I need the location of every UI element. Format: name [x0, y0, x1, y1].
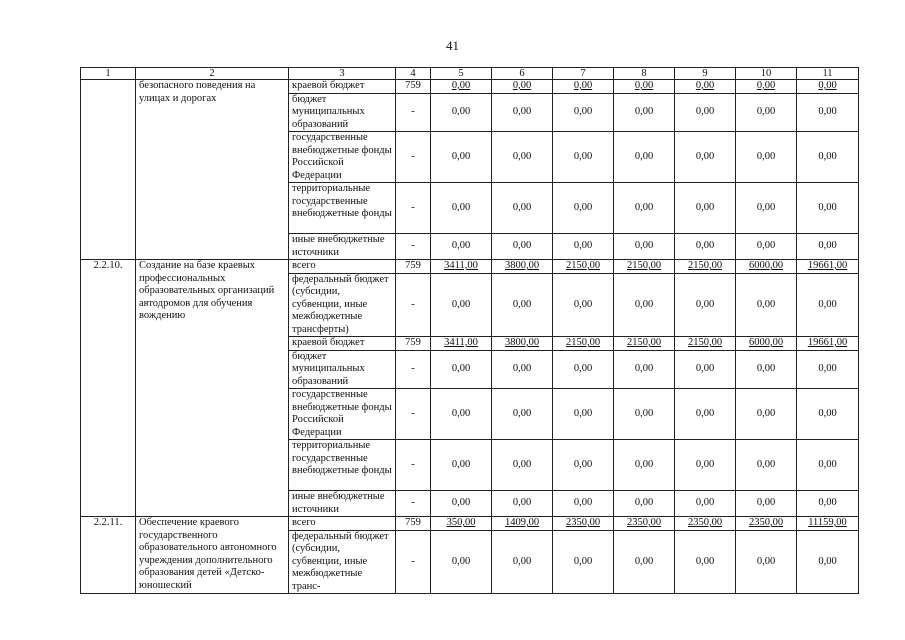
- amount-cell: 0,00: [553, 183, 614, 234]
- amount-cell: 0,00: [736, 440, 797, 491]
- amount-cell: 2350,00: [675, 517, 736, 531]
- amount-cell: 2350,00: [553, 517, 614, 531]
- funding-source: федеральный бюджет (субсидии, субвенции, иные межбюджетные транс-: [289, 530, 396, 594]
- amount-cell: 2150,00: [553, 260, 614, 274]
- amount-cell: 0,00: [614, 389, 675, 440]
- amount-cell: 6000,00: [736, 260, 797, 274]
- amount-cell: 0,00: [797, 440, 859, 491]
- header-cell: 7: [553, 68, 614, 80]
- amount-cell: 0,00: [797, 530, 859, 594]
- admin-code: 759: [396, 80, 431, 94]
- amount-cell: 0,00: [492, 491, 553, 517]
- amount-cell: 3411,00: [431, 260, 492, 274]
- amount-cell: 0,00: [492, 80, 553, 94]
- amount-cell: 3411,00: [431, 337, 492, 351]
- amount-cell: 0,00: [797, 350, 859, 389]
- item-name: безопасного поведения на улицах и дорогах: [136, 80, 289, 260]
- amount-cell: 0,00: [614, 183, 675, 234]
- funding-source: государственные внебюджетные фонды Российской Федерации: [289, 389, 396, 440]
- amount-cell: 2150,00: [614, 260, 675, 274]
- amount-cell: 0,00: [736, 389, 797, 440]
- amount-cell: 0,00: [492, 183, 553, 234]
- amount-cell: 0,00: [736, 350, 797, 389]
- funding-source: территориальные государственные внебюджетные фонды: [289, 440, 396, 491]
- amount-cell: 0,00: [614, 440, 675, 491]
- header-cell: 5: [431, 68, 492, 80]
- amount-cell: 11159,00: [797, 517, 859, 531]
- admin-code: 759: [396, 337, 431, 351]
- amount-cell: 0,00: [614, 350, 675, 389]
- amount-cell: 0,00: [797, 183, 859, 234]
- amount-cell: 0,00: [675, 350, 736, 389]
- table-row: [81, 80, 859, 94]
- amount-cell: 0,00: [492, 234, 553, 260]
- admin-code: -: [396, 183, 431, 234]
- header-cell: 2: [136, 68, 289, 80]
- amount-cell: 0,00: [431, 93, 492, 132]
- amount-cell: 0,00: [736, 93, 797, 132]
- amount-cell: 0,00: [431, 183, 492, 234]
- amount-cell: 0,00: [492, 132, 553, 183]
- admin-code: 759: [396, 260, 431, 274]
- amount-cell: 0,00: [553, 530, 614, 594]
- amount-cell: 0,00: [736, 234, 797, 260]
- budget-table: [80, 67, 859, 594]
- amount-cell: 2150,00: [675, 337, 736, 351]
- amount-cell: 0,00: [492, 440, 553, 491]
- amount-cell: 0,00: [553, 350, 614, 389]
- amount-cell: 2150,00: [675, 260, 736, 274]
- amount-cell: 0,00: [614, 234, 675, 260]
- amount-cell: 350,00: [431, 517, 492, 531]
- header-cell: 3: [289, 68, 396, 80]
- amount-cell: 0,00: [553, 80, 614, 94]
- amount-cell: 0,00: [492, 389, 553, 440]
- amount-cell: 0,00: [736, 530, 797, 594]
- amount-cell: 0,00: [431, 132, 492, 183]
- amount-cell: 0,00: [675, 132, 736, 183]
- funding-source: территориальные государственные внебюджетные фонды: [289, 183, 396, 234]
- header-row: [81, 68, 859, 80]
- amount-cell: 3800,00: [492, 260, 553, 274]
- admin-code: -: [396, 273, 431, 337]
- amount-cell: 0,00: [797, 273, 859, 337]
- funding-source: краевой бюджет: [289, 80, 396, 94]
- admin-code: -: [396, 93, 431, 132]
- admin-code: -: [396, 491, 431, 517]
- amount-cell: 0,00: [675, 389, 736, 440]
- amount-cell: 0,00: [675, 491, 736, 517]
- amount-cell: 0,00: [492, 93, 553, 132]
- funding-source: иные внебюджетные источники: [289, 491, 396, 517]
- amount-cell: 0,00: [614, 93, 675, 132]
- amount-cell: 0,00: [675, 183, 736, 234]
- amount-cell: 0,00: [492, 530, 553, 594]
- amount-cell: 0,00: [492, 273, 553, 337]
- amount-cell: 0,00: [431, 350, 492, 389]
- amount-cell: 2350,00: [736, 517, 797, 531]
- amount-cell: 6000,00: [736, 337, 797, 351]
- amount-cell: 19661,00: [797, 260, 859, 274]
- admin-code: -: [396, 440, 431, 491]
- amount-cell: 2350,00: [614, 517, 675, 531]
- amount-cell: 0,00: [553, 93, 614, 132]
- amount-cell: 0,00: [614, 273, 675, 337]
- amount-cell: 0,00: [675, 440, 736, 491]
- amount-cell: 0,00: [675, 530, 736, 594]
- amount-cell: 0,00: [431, 389, 492, 440]
- amount-cell: 0,00: [553, 440, 614, 491]
- amount-cell: 0,00: [614, 132, 675, 183]
- amount-cell: 2150,00: [553, 337, 614, 351]
- amount-cell: 0,00: [431, 234, 492, 260]
- funding-source: бюджет муниципальных образований: [289, 93, 396, 132]
- funding-source: государственные внебюджетные фонды Российской Федерации: [289, 132, 396, 183]
- amount-cell: 0,00: [553, 491, 614, 517]
- amount-cell: 3800,00: [492, 337, 553, 351]
- funding-source: всего: [289, 517, 396, 531]
- funding-source: федеральный бюджет (субсидии, субвенции, иные межбюджетные трансферты): [289, 273, 396, 337]
- header-cell: 1: [81, 68, 136, 80]
- item-name: Обеспечение краевого государственного образовательного автономного учреждения дополнительного образования детей «Детско-юношеский: [136, 517, 289, 594]
- amount-cell: 0,00: [797, 389, 859, 440]
- table-body: [81, 68, 859, 594]
- item-name: Создание на базе краевых профессиональных образовательных организаций автодромов для обучения вождению: [136, 260, 289, 517]
- table-row: [81, 260, 859, 274]
- page-number: 41: [446, 38, 459, 53]
- amount-cell: 0,00: [675, 93, 736, 132]
- amount-cell: 0,00: [797, 80, 859, 94]
- amount-cell: 0,00: [553, 234, 614, 260]
- amount-cell: 0,00: [736, 273, 797, 337]
- amount-cell: 1409,00: [492, 517, 553, 531]
- item-code: [81, 80, 136, 260]
- header-cell: 9: [675, 68, 736, 80]
- amount-cell: 0,00: [797, 491, 859, 517]
- amount-cell: 0,00: [797, 234, 859, 260]
- table-row: [81, 517, 859, 531]
- amount-cell: 0,00: [614, 491, 675, 517]
- amount-cell: 0,00: [431, 440, 492, 491]
- amount-cell: 0,00: [614, 530, 675, 594]
- amount-cell: 0,00: [675, 80, 736, 94]
- item-code: 2.2.10.: [81, 260, 136, 517]
- amount-cell: 0,00: [736, 132, 797, 183]
- header-cell: 11: [797, 68, 859, 80]
- amount-cell: 0,00: [553, 389, 614, 440]
- admin-code: -: [396, 350, 431, 389]
- amount-cell: 0,00: [431, 273, 492, 337]
- funding-source: всего: [289, 260, 396, 274]
- amount-cell: 0,00: [553, 273, 614, 337]
- amount-cell: 0,00: [736, 80, 797, 94]
- amount-cell: 0,00: [492, 350, 553, 389]
- admin-code: 759: [396, 517, 431, 531]
- amount-cell: 0,00: [431, 491, 492, 517]
- amount-cell: 19661,00: [797, 337, 859, 351]
- amount-cell: 0,00: [431, 530, 492, 594]
- admin-code: -: [396, 530, 431, 594]
- amount-cell: 0,00: [736, 183, 797, 234]
- amount-cell: 0,00: [797, 132, 859, 183]
- funding-source: краевой бюджет: [289, 337, 396, 351]
- amount-cell: 0,00: [675, 234, 736, 260]
- amount-cell: 0,00: [797, 93, 859, 132]
- admin-code: -: [396, 389, 431, 440]
- amount-cell: 0,00: [675, 273, 736, 337]
- header-cell: 6: [492, 68, 553, 80]
- amount-cell: 0,00: [553, 132, 614, 183]
- header-cell: 8: [614, 68, 675, 80]
- header-cell: 10: [736, 68, 797, 80]
- amount-cell: 2150,00: [614, 337, 675, 351]
- admin-code: -: [396, 132, 431, 183]
- item-code: 2.2.11.: [81, 517, 136, 594]
- amount-cell: 0,00: [736, 491, 797, 517]
- funding-source: бюджет муниципальных образований: [289, 350, 396, 389]
- admin-code: -: [396, 234, 431, 260]
- amount-cell: 0,00: [431, 80, 492, 94]
- funding-source: иные внебюджетные источники: [289, 234, 396, 260]
- header-cell: 4: [396, 68, 431, 80]
- amount-cell: 0,00: [614, 80, 675, 94]
